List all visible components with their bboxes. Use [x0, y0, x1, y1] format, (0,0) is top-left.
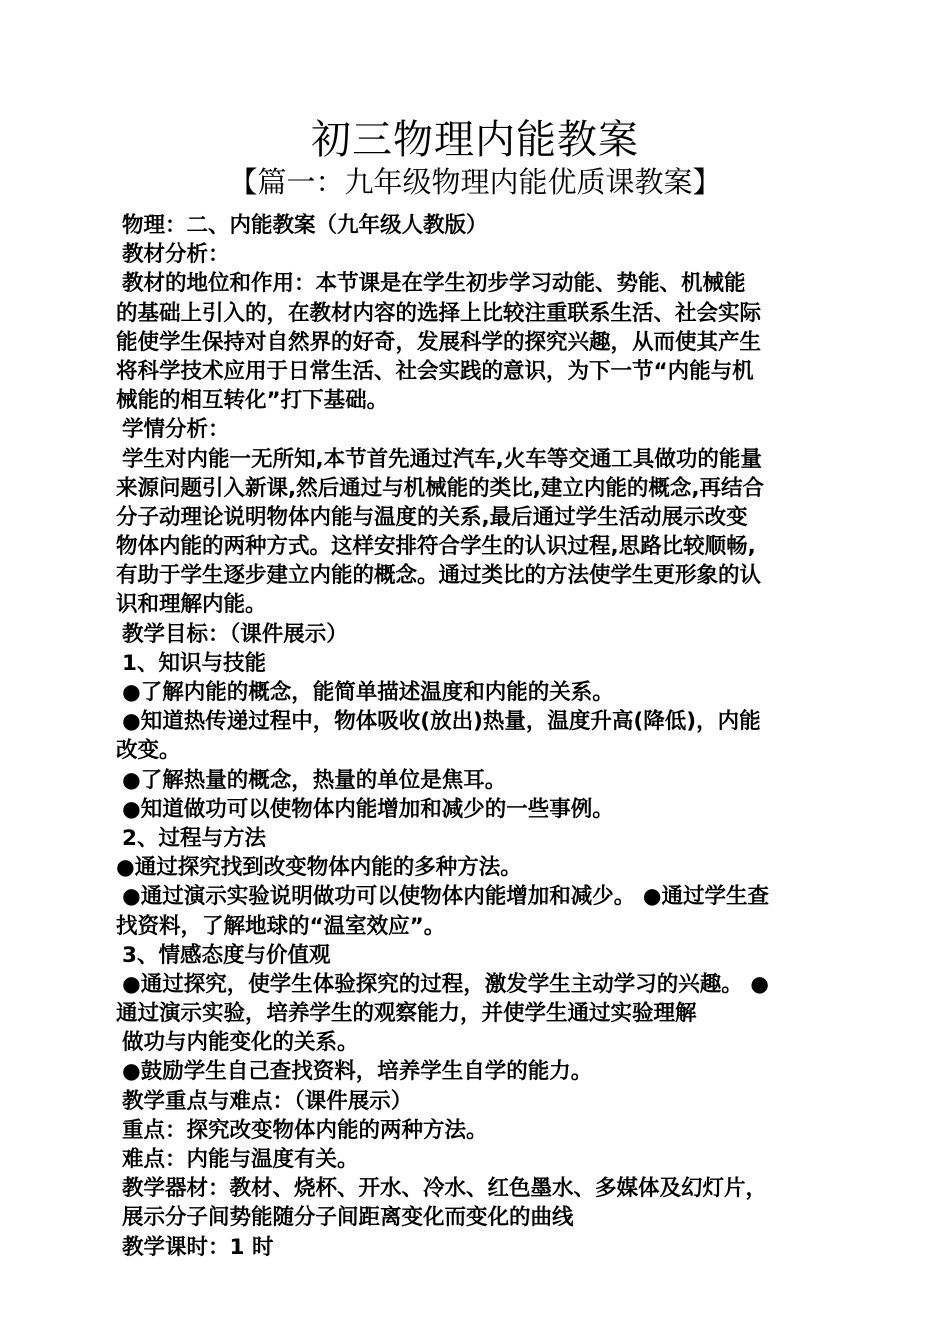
text-line: 找资料，了解地球的“温室效应”。	[116, 913, 446, 939]
text-line: 通过演示实验，培养学生的观察能力，并使学生通过实验理解	[116, 1001, 697, 1027]
document-title: 初三物理内能教案	[311, 117, 639, 163]
text-line: 难点：内能与温度有关。	[122, 1147, 359, 1172]
text-line: 教学重点与难点：（课件展示）	[122, 1088, 413, 1114]
text-line: 械能的相互转化”打下基础。	[116, 388, 389, 414]
text-line: 有助于学生逐步建立内能的概念。通过类比的方法使学生更形象的认	[116, 563, 762, 589]
document-body	[116, 211, 838, 1262]
text-line: ●通过演示实验说明做功可以使物体内能增加和减少。 ●通过学生查	[122, 884, 770, 910]
text-line: 能使学生保持对自然界的好奇，发展科学的探究兴趣，从而使其产生	[116, 329, 762, 355]
text-line: 教材分析：	[122, 242, 230, 268]
text-line: ●鼓励学生自己查找资料，培养学生自学的能力。	[122, 1059, 593, 1085]
text-line: 物理：二、内能教案（九年级人教版）	[122, 213, 488, 238]
text-line: 做功与内能变化的关系。	[122, 1030, 359, 1056]
text-line: 教学课时：1 时	[122, 1234, 274, 1260]
document-subtitle: 【篇一：九年级物理内能优质课教案】	[228, 165, 722, 199]
text-line: 1、知识与技能	[122, 650, 266, 676]
text-line: ●通过探究找到改变物体内能的多种方法。	[116, 855, 522, 881]
text-line: 2、过程与方法	[122, 825, 266, 851]
text-line: 教学目标：（课件展示）	[122, 621, 348, 647]
text-line: ●通过探究，使学生体验探究的过程，激发学生主动学习的兴趣。 ●	[122, 971, 770, 997]
text-line: 3、情感态度与价值观	[122, 942, 331, 968]
text-line: ●知道热传递过程中，物体吸收(放出)热量，温度升高(降低)，内能	[122, 709, 761, 735]
text-line: 识和理解内能。	[116, 592, 267, 618]
text-line: 教材的地位和作用：本节课是在学生初步学习动能、势能、机械能	[122, 271, 746, 297]
text-line: ●知道做功可以使物体内能增加和减少的一些事例。	[122, 796, 614, 822]
text-line: 的基础上引入的，在教材内容的选择上比较注重联系生活、社会实际	[116, 300, 762, 326]
text-line: 展示分子间势能随分子间距离变化而变化的曲线	[122, 1205, 574, 1231]
text-line: 分子动理论说明物体内能与温度的关系,最后通过学生活动展示改变	[116, 504, 748, 530]
text-line: ●了解内能的概念，能简单描述温度和内能的关系。	[122, 680, 614, 705]
text-line: 学情分析：	[122, 417, 230, 443]
text-line: 教学器材：教材、烧杯、开水、冷水、红色墨水、多媒体及幻灯片，	[122, 1176, 768, 1202]
text-line: 学生对内能一无所知,本节首先通过汽车,火车等交通工具做功的能量	[122, 446, 762, 472]
text-line: 改变。	[116, 738, 181, 764]
text-line: 将科学技术应用于日常生活、社会实践的意识，为下一节“内能与机	[116, 358, 754, 384]
text-line: ●了解热量的概念，热量的单位是焦耳。	[122, 767, 507, 793]
text-line: 来源问题引入新课,然后通过与机械能的类比,建立内能的概念,再结合	[116, 475, 765, 501]
text-line: 物体内能的两种方式。这样安排符合学生的认识过程,思路比较顺畅,	[116, 534, 756, 560]
text-line: 重点：探究改变物体内能的两种方法。	[122, 1117, 488, 1143]
